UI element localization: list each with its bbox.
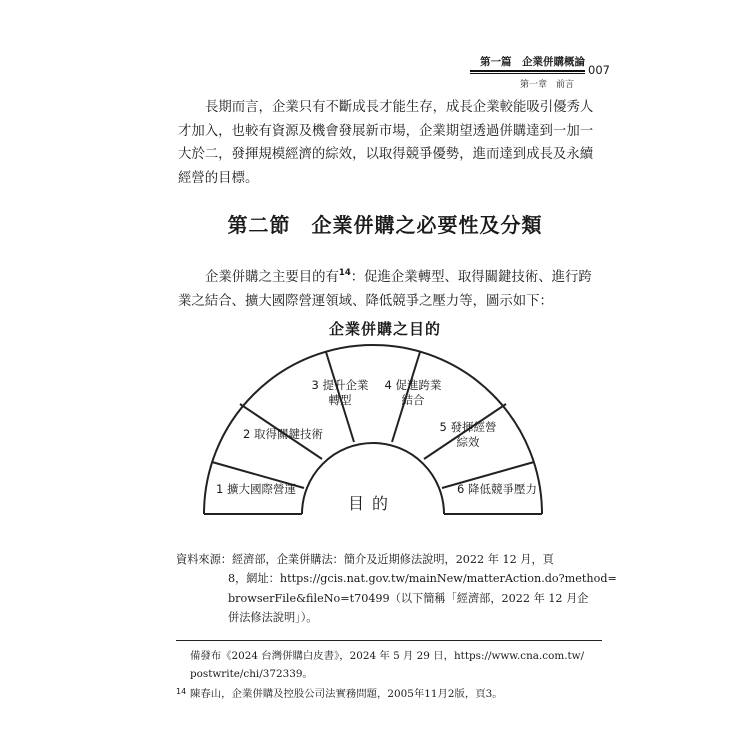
footnote-14 — [176, 683, 606, 704]
diagram-title: 企業併購之目的 — [328, 320, 441, 338]
segment-label: 3 提升企業 — [311, 378, 369, 392]
text-segment: ：促進企業轉型、取得關鍵技術、進行跨 — [350, 270, 592, 285]
segment-5 — [428, 420, 508, 450]
text-line — [178, 262, 598, 290]
segment-1 — [216, 482, 296, 497]
text-line: 才加入，也較有資源及機會發展新市場，企業期望透過併購達到一加一 — [178, 123, 594, 139]
segment-label: 2 取得關鍵技術 — [243, 427, 323, 441]
source-line: browserFile&fileNo=t70499（以下簡稱「經濟部，2022 年 12 月企 — [228, 591, 589, 605]
segment-label: 5 發揮經營 — [439, 420, 497, 434]
body-paragraph-2 — [178, 262, 598, 313]
footnotes — [176, 648, 606, 704]
segment-label-line2: 轉型 — [328, 393, 352, 407]
segment-3 — [300, 378, 380, 408]
text-line: 長期而言，企業只有不斷成長才能生存，成長企業較能吸引優秀人 — [205, 100, 594, 115]
running-header-chapter: 第一章 前言 — [520, 80, 575, 90]
segment-label: 4 促進跨業 — [384, 378, 442, 392]
header-rule — [470, 70, 585, 72]
source-line-url[interactable]: 8，網址：https://gcis.nat.gov.tw/mainNew/matterAction.do?method= — [228, 572, 617, 586]
section-title: 第二節 企業併購之必要性及分類 — [227, 213, 543, 237]
segment-label: 1 擴大國際營運 — [216, 482, 296, 496]
segment-label: 6 降低競爭壓力 — [457, 482, 537, 496]
footnote-divider — [176, 640, 602, 641]
segment-2 — [238, 427, 328, 442]
footnote-continued[interactable]: 備發布《2024 台灣併購白皮書》，2024 年 5 月 29 日，https://www.cna.com.tw/ — [190, 650, 585, 662]
segment-6 — [452, 482, 542, 497]
header-rule-thin — [470, 73, 585, 74]
running-header-part: 第一篇 企業併購概論 — [480, 56, 585, 68]
text-line: 業之結合、擴大國際營運領域、降低競爭之壓力等，圖示如下： — [178, 293, 553, 309]
source-line: 併法修法說明」）。 — [228, 610, 318, 624]
footnote-continued: postwrite/chi/372339。 — [190, 667, 313, 680]
body-paragraph-1 — [178, 96, 598, 190]
segment-label-line2: 結合 — [401, 393, 425, 407]
diagram-center-label: 目的 — [347, 494, 396, 513]
segment-4 — [373, 378, 453, 408]
source-line: 資料來源：經濟部，企業併購法：簡介及近期修法說明，2022 年 12 月，頁 — [176, 553, 554, 566]
footnote-text: 陳春山，企業併購及控股公司法實務問題，2005年11月2版，頁3。 — [190, 688, 503, 700]
text-line: 經營的目標。 — [178, 170, 259, 186]
footnote-reference[interactable]: 14 — [338, 268, 351, 278]
footnote-mark: 14 — [176, 687, 187, 696]
segment-label-line2: 綜效 — [456, 435, 480, 449]
source-note — [176, 550, 617, 627]
text-segment: 企業併購之主要目的有 — [205, 270, 339, 285]
text-line: 大於二，發揮規模經濟的綜效，以取得競爭優勢，進而達到成長及永續 — [178, 147, 594, 163]
page-number: 007 — [588, 63, 610, 77]
